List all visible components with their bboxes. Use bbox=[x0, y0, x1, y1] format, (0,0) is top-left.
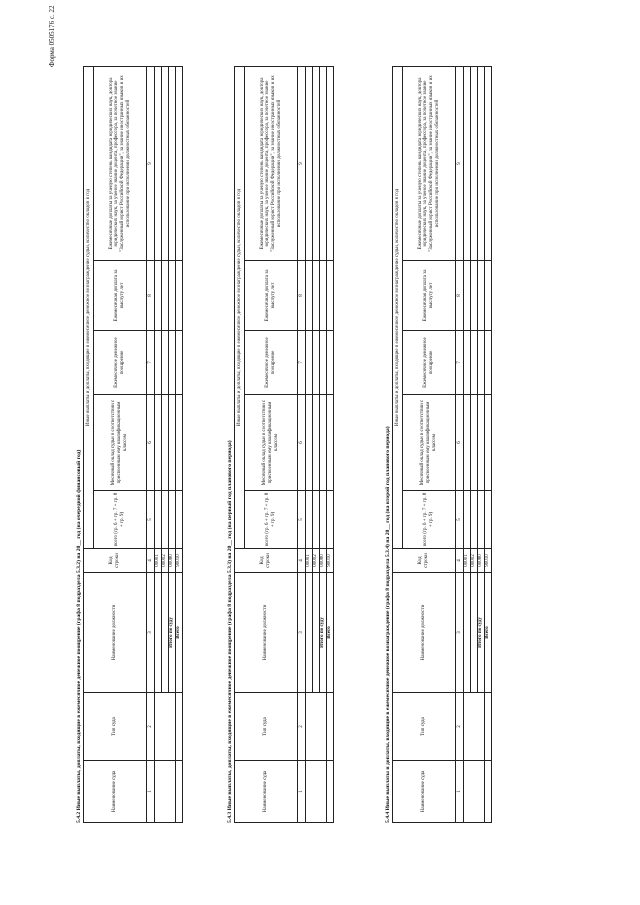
blank-cell bbox=[485, 693, 492, 761]
column-number: 8 bbox=[456, 261, 464, 331]
header-seniority-bonus: Ежемесячная доплата за выслугу лет bbox=[245, 261, 298, 331]
section-title: 5.4.3 Иные выплаты, доплаты, входящие в ежемесячное денежное поощрение (графа 8 подраздела 5.3.3) на 20__ год (на первый год планового периода) bbox=[227, 440, 233, 823]
column-number: 7 bbox=[456, 331, 464, 395]
section-title: 5.4.2 Иные выплаты, доплаты, входящие в ежемесячное денежное поощрение (графа 8 подраздела 5.3.2) на 20__ год (на очередной финансовый год) bbox=[76, 449, 82, 823]
data-cell[interactable] bbox=[162, 395, 169, 491]
line-code-cell: 00001 bbox=[155, 549, 162, 573]
data-cell[interactable] bbox=[464, 261, 471, 331]
data-cell[interactable] bbox=[162, 261, 169, 331]
data-cell[interactable] bbox=[155, 491, 162, 549]
position-cell[interactable] bbox=[471, 573, 478, 693]
column-number: 2 bbox=[147, 693, 155, 761]
line-code-cell: 00002 bbox=[471, 549, 478, 573]
column-number: 3 bbox=[456, 573, 464, 693]
position-cell[interactable] bbox=[155, 573, 162, 693]
header-position-name: Наименование должности bbox=[84, 573, 147, 693]
data-cell[interactable] bbox=[327, 331, 334, 395]
data-cell[interactable] bbox=[176, 331, 183, 395]
data-cell[interactable] bbox=[327, 67, 334, 261]
data-cell[interactable] bbox=[162, 67, 169, 261]
column-number: 6 bbox=[298, 395, 306, 491]
header-seniority-bonus: Ежемесячная доплата за выслугу лет bbox=[94, 261, 147, 331]
data-cell[interactable] bbox=[320, 331, 327, 395]
court-type-cell[interactable] bbox=[464, 693, 485, 761]
court-total-label: Итого по суду bbox=[478, 573, 485, 693]
column-number: 5 bbox=[456, 491, 464, 549]
column-number: 5 bbox=[298, 491, 306, 549]
data-cell[interactable] bbox=[169, 491, 176, 549]
data-cell[interactable] bbox=[471, 67, 478, 261]
line-code-cell: 90010 bbox=[327, 549, 334, 573]
data-cell[interactable] bbox=[155, 395, 162, 491]
data-cell[interactable] bbox=[464, 491, 471, 549]
blank-cell bbox=[327, 693, 334, 761]
position-cell[interactable] bbox=[313, 573, 320, 693]
data-cell[interactable] bbox=[485, 491, 492, 549]
grand-total-label: Всего bbox=[176, 573, 183, 693]
line-code-cell: 00002 bbox=[313, 549, 320, 573]
data-cell[interactable] bbox=[485, 67, 492, 261]
grand-total-row bbox=[327, 67, 334, 823]
payments-table bbox=[392, 66, 492, 823]
data-cell[interactable] bbox=[176, 67, 183, 261]
header-court-type: Тип суда bbox=[235, 693, 298, 761]
column-number: 2 bbox=[456, 693, 464, 761]
column-number: 2 bbox=[298, 693, 306, 761]
header-group: Иные выплаты и доплаты, входящие в ежемесячное денежное вознаграждение судьи, количество окладов в год bbox=[393, 67, 403, 549]
payments-table bbox=[83, 66, 183, 823]
header-monthly-salary: Месячный оклад судьи в соответствии с присвоенным ему квалификационным классом bbox=[245, 395, 298, 491]
data-cell[interactable] bbox=[313, 261, 320, 331]
data-cell[interactable] bbox=[306, 67, 313, 261]
data-cell[interactable] bbox=[471, 491, 478, 549]
data-cell[interactable] bbox=[169, 67, 176, 261]
column-number: 8 bbox=[147, 261, 155, 331]
header-total: всего (гр. 6 + гр. 7 + гр. 8 + гр. 9) bbox=[403, 491, 456, 549]
data-cell[interactable] bbox=[485, 331, 492, 395]
data-cell[interactable] bbox=[313, 331, 320, 395]
data-cell[interactable] bbox=[478, 395, 485, 491]
data-cell[interactable] bbox=[176, 261, 183, 331]
header-line-code: Код строки bbox=[84, 549, 147, 573]
header-court-name: Наименование суда bbox=[84, 761, 147, 823]
data-cell[interactable] bbox=[176, 491, 183, 549]
data-cell[interactable] bbox=[169, 395, 176, 491]
column-number: 9 bbox=[147, 67, 155, 261]
header-total: всего (гр. 6 + гр. 7 + гр. 8 + гр. 9) bbox=[94, 491, 147, 549]
data-cell[interactable] bbox=[306, 331, 313, 395]
column-number: 1 bbox=[456, 761, 464, 823]
position-cell[interactable] bbox=[162, 573, 169, 693]
data-cell[interactable] bbox=[478, 261, 485, 331]
grand-total-label: Всего bbox=[327, 573, 334, 693]
table-row bbox=[306, 67, 313, 823]
data-cell[interactable] bbox=[471, 395, 478, 491]
data-cell[interactable] bbox=[176, 395, 183, 491]
data-cell[interactable] bbox=[306, 261, 313, 331]
column-number: 7 bbox=[298, 331, 306, 395]
court-total-label: Итого по суду bbox=[169, 573, 176, 693]
court-type-cell[interactable] bbox=[306, 693, 327, 761]
line-code-cell: 00001 bbox=[464, 549, 471, 573]
data-cell[interactable] bbox=[155, 331, 162, 395]
table-row bbox=[464, 67, 471, 823]
column-number: 4 bbox=[147, 549, 155, 573]
header-position-name: Наименование должности bbox=[393, 573, 456, 693]
blank-cell bbox=[176, 761, 183, 823]
header-monthly-reward: Ежемесячное денежное поощрение bbox=[94, 331, 147, 395]
line-code-cell: 90010 bbox=[176, 549, 183, 573]
data-cell[interactable] bbox=[327, 261, 334, 331]
data-cell[interactable] bbox=[320, 395, 327, 491]
grand-total-row bbox=[176, 67, 183, 823]
blank-cell bbox=[176, 693, 183, 761]
line-code-cell: 90010 bbox=[485, 549, 492, 573]
header-total: всего (гр. 6 + гр. 7 + гр. 8 + гр. 9) bbox=[245, 491, 298, 549]
header-line-code: Код строки bbox=[393, 549, 456, 573]
line-code-cell: 00080 bbox=[320, 549, 327, 573]
line-code-cell: 00080 bbox=[478, 549, 485, 573]
header-group: Иные выплаты и доплаты, входящие в ежемесячное денежное вознаграждение судьи, количество окладов в год bbox=[84, 67, 94, 549]
header-line-code: Код строки bbox=[235, 549, 298, 573]
header-court-type: Тип суда bbox=[84, 693, 147, 761]
header-court-name: Наименование суда bbox=[235, 761, 298, 823]
header-degree-bonus: Ежемесячные доплаты за ученую степень кандидата юридических наук, доктора юридических наук, за ученое звание доцента, профессора, за почетное звание "Заслуженный юрист Российской Федерации", за знание иностранных языков и их использование при исполнении должностных обязанностей bbox=[245, 67, 298, 261]
data-cell[interactable] bbox=[313, 67, 320, 261]
header-monthly-reward: Ежемесячное денежное поощрение bbox=[403, 331, 456, 395]
data-cell[interactable] bbox=[327, 395, 334, 491]
data-cell[interactable] bbox=[327, 491, 334, 549]
data-cell[interactable] bbox=[306, 491, 313, 549]
column-number: 9 bbox=[456, 67, 464, 261]
column-number: 7 bbox=[147, 331, 155, 395]
data-cell[interactable] bbox=[478, 67, 485, 261]
grand-total-row bbox=[485, 67, 492, 823]
data-cell[interactable] bbox=[464, 331, 471, 395]
header-monthly-reward: Ежемесячное денежное поощрение bbox=[245, 331, 298, 395]
position-cell[interactable] bbox=[306, 573, 313, 693]
header-degree-bonus: Ежемесячные доплаты за ученую степень кандидата юридических наук, доктора юридических наук, за ученое звание доцента, профессора, за почетное звание "Заслуженный юрист Российской Федерации", за знание иностранных языков и их использование при исполнении должностных обязанностей bbox=[94, 67, 147, 261]
data-cell[interactable] bbox=[155, 261, 162, 331]
data-cell[interactable] bbox=[313, 491, 320, 549]
header-monthly-salary: Месячный оклад судьи в соответствии с присвоенным ему квалификационным классом bbox=[94, 395, 147, 491]
line-code-cell: 00080 bbox=[169, 549, 176, 573]
payments-table bbox=[234, 66, 334, 823]
table-row bbox=[155, 67, 162, 823]
line-code-cell: 00002 bbox=[162, 549, 169, 573]
data-cell[interactable] bbox=[478, 491, 485, 549]
header-court-type: Тип суда bbox=[393, 693, 456, 761]
data-cell[interactable] bbox=[478, 331, 485, 395]
data-cell[interactable] bbox=[162, 491, 169, 549]
data-cell[interactable] bbox=[169, 261, 176, 331]
column-number: 5 bbox=[147, 491, 155, 549]
column-number: 9 bbox=[298, 67, 306, 261]
court-name-cell[interactable] bbox=[464, 761, 485, 823]
data-cell[interactable] bbox=[471, 331, 478, 395]
data-cell[interactable] bbox=[320, 67, 327, 261]
column-number: 3 bbox=[147, 573, 155, 693]
data-cell[interactable] bbox=[313, 395, 320, 491]
column-number: 1 bbox=[298, 761, 306, 823]
column-number: 8 bbox=[298, 261, 306, 331]
data-cell[interactable] bbox=[320, 491, 327, 549]
blank-cell bbox=[327, 761, 334, 823]
data-cell[interactable] bbox=[471, 261, 478, 331]
court-name-cell[interactable] bbox=[155, 761, 176, 823]
data-cell[interactable] bbox=[169, 331, 176, 395]
data-cell[interactable] bbox=[485, 261, 492, 331]
data-cell[interactable] bbox=[155, 67, 162, 261]
header-group: Иные выплаты и доплаты, входящие в ежемесячное денежное вознаграждение судьи, количество окладов в год bbox=[235, 67, 245, 549]
line-code-cell: 00001 bbox=[306, 549, 313, 573]
data-cell[interactable] bbox=[320, 261, 327, 331]
data-cell[interactable] bbox=[162, 331, 169, 395]
blank-cell bbox=[485, 761, 492, 823]
header-degree-bonus: Ежемесячные доплаты за ученую степень кандидата юридических наук, доктора юридических наук, за ученое звание доцента, профессора, за почетное звание "Заслуженный юрист Российской Федерации", за знание иностранных языков и их использование при исполнении должностных обязанностей bbox=[403, 67, 456, 261]
court-type-cell[interactable] bbox=[155, 693, 176, 761]
header-monthly-salary: Месячный оклад судьи в соответствии с присвоенным ему квалификационным классом bbox=[403, 395, 456, 491]
court-total-label: Итого по суду bbox=[320, 573, 327, 693]
column-number: 6 bbox=[147, 395, 155, 491]
column-number: 6 bbox=[456, 395, 464, 491]
column-number: 4 bbox=[456, 549, 464, 573]
data-cell[interactable] bbox=[464, 395, 471, 491]
grand-total-label: Всего bbox=[485, 573, 492, 693]
data-cell[interactable] bbox=[485, 395, 492, 491]
position-cell[interactable] bbox=[464, 573, 471, 693]
column-number: 4 bbox=[298, 549, 306, 573]
header-position-name: Наименование должности bbox=[235, 573, 298, 693]
column-number: 3 bbox=[298, 573, 306, 693]
data-cell[interactable] bbox=[464, 67, 471, 261]
form-label: Форма 0505176 с. 22 bbox=[48, 5, 56, 67]
section-title: 5.4.4 Иные выплаты и доплаты, входящие в ежемесячное денежное вознаграждение (графа 8 подраздела 5.3.4) на 20__ год (на второй год планового периода) bbox=[385, 426, 391, 823]
header-seniority-bonus: Ежемесячная доплата за выслугу лет bbox=[403, 261, 456, 331]
header-court-name: Наименование суда bbox=[393, 761, 456, 823]
court-name-cell[interactable] bbox=[306, 761, 327, 823]
data-cell[interactable] bbox=[306, 395, 313, 491]
column-number: 1 bbox=[147, 761, 155, 823]
